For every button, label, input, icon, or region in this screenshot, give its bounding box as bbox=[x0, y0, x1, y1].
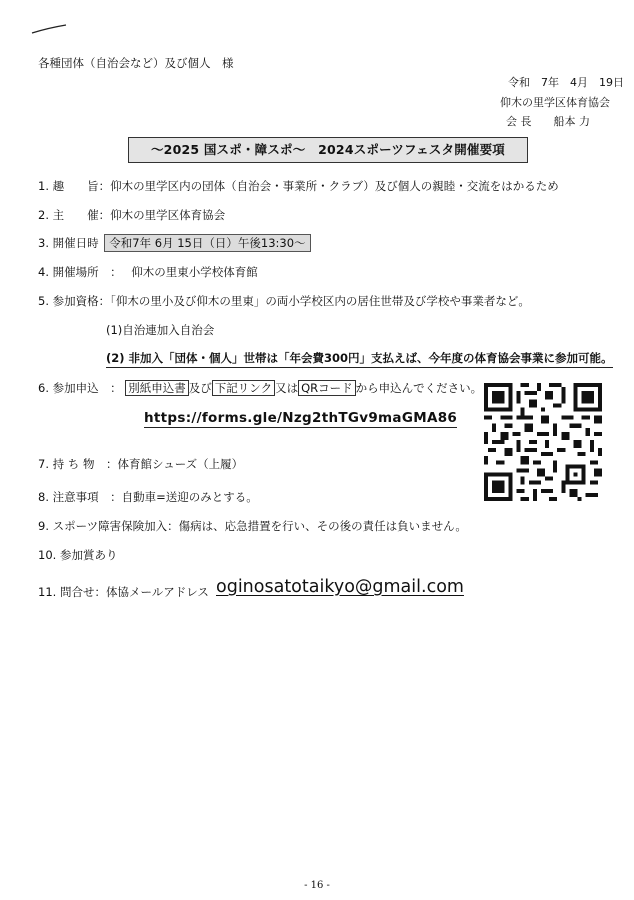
host-label: 2. 主 催： bbox=[38, 208, 111, 222]
apply-connector-2: 又は bbox=[275, 381, 299, 395]
issue-date: 令和 7年 4月 19日 bbox=[508, 76, 624, 89]
application-url-link[interactable]: https://forms.gle/Nzg2thTGv9maGMA86 bbox=[144, 410, 458, 426]
insurance-row: 9. スポーツ障害保険加入：傷病は、応急措置を行い、その後の責任は負いません。 bbox=[38, 519, 467, 533]
host-text: 仰木の里学区体育協会 bbox=[110, 208, 226, 222]
document-title: ～2025 国スポ・障スポ～ 2024スポーツフェスタ開催要項 bbox=[128, 137, 528, 163]
application-form-box: 別紙申込書 bbox=[125, 380, 189, 396]
apply-label: 6. 参加申込 ： bbox=[38, 381, 122, 395]
purpose-row bbox=[38, 178, 559, 194]
host-row bbox=[38, 207, 225, 223]
place-text: 仰木の里東小学校体育館 bbox=[131, 265, 258, 279]
contact-label: 11. 問合せ：体協メールアドレス bbox=[38, 585, 209, 599]
eligibility-sub1: (1)自治連加入自治会 bbox=[106, 323, 215, 337]
notice-text: 自動車=送迎のみとする。 bbox=[121, 490, 258, 504]
recipient-line: 各種団体（自治会など）及び個人 様 bbox=[38, 56, 234, 70]
link-box: 下記リンク bbox=[212, 380, 275, 396]
prize-row: 10. 参加賞あり bbox=[38, 548, 118, 562]
contact-row bbox=[38, 584, 209, 600]
apply-tail: から申込んでください。 bbox=[355, 381, 483, 395]
bring-row bbox=[38, 456, 243, 472]
event-date-highlight: 令和7年 6月 15日（日）午後13:30～ bbox=[104, 234, 310, 252]
place-label: 4. 開催場所 ： bbox=[38, 265, 122, 279]
bring-label: 7. 持 ち 物 ： bbox=[38, 457, 118, 471]
notice-row bbox=[38, 489, 258, 505]
page-number: - 16 - bbox=[304, 880, 330, 891]
eligibility-sub2: (2) 非加入「団体・個人」世帯は「年会費300円」支払えば、今年度の体育協会事業に参加可能。 bbox=[106, 350, 613, 368]
date-row bbox=[38, 235, 311, 251]
notice-label: 8. 注意事項 ： bbox=[38, 490, 122, 504]
eligibility-row bbox=[38, 293, 530, 309]
purpose-text: 仰木の里学区内の団体（自治会・事業所・クラブ）及び個人の親睦・交流をはかるため bbox=[110, 179, 559, 193]
eligibility-label: 5. 参加資格 bbox=[38, 294, 99, 308]
eligibility-text: ：「仰木の里小及び仰木の里東」の両小学校区内の居住世帯及び学校や事業者など。 bbox=[98, 294, 530, 308]
organization-name: 仰木の里学区体育協会 bbox=[500, 96, 610, 109]
contact-email-link[interactable]: oginosatotaikyo@gmail.com bbox=[216, 577, 464, 597]
place-row bbox=[38, 264, 258, 280]
date-label: 3. 開催日時 bbox=[38, 236, 99, 250]
bring-text: 体育館シューズ（上履） bbox=[117, 457, 244, 471]
purpose-label: 1. 趣 旨： bbox=[38, 179, 111, 193]
apply-row bbox=[38, 380, 482, 396]
pen-mark-icon bbox=[30, 22, 70, 36]
qr-code-box: QRコード bbox=[298, 380, 356, 396]
apply-connector-1: 及び bbox=[188, 381, 212, 395]
qr-code-icon[interactable] bbox=[484, 383, 602, 501]
president-name: 会 長 船本 力 bbox=[506, 115, 590, 128]
